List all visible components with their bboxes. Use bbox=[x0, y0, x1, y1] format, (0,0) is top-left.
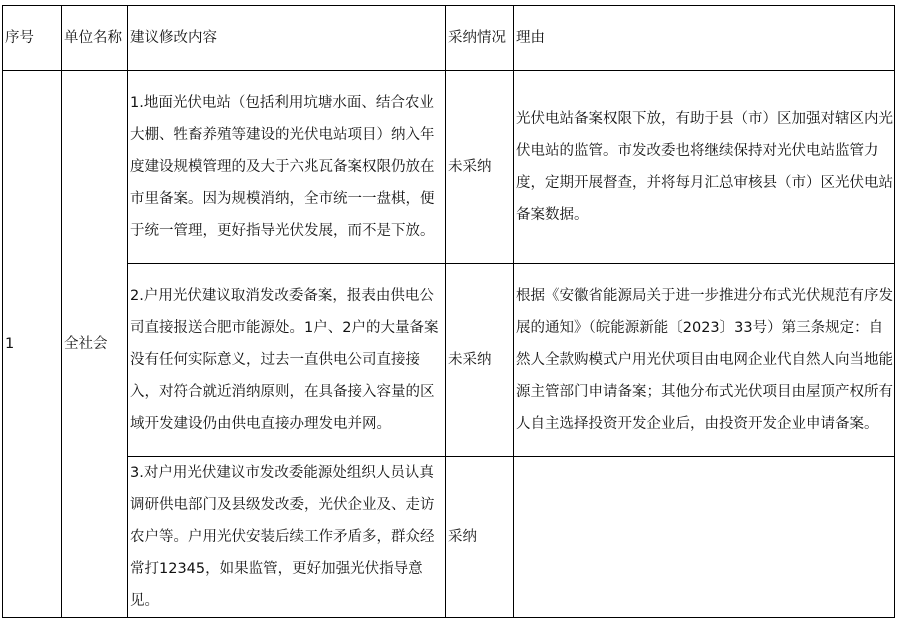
adoption-cell: 采纳 bbox=[446, 457, 514, 618]
header-adoption: 采纳情况 bbox=[446, 6, 514, 71]
table-row bbox=[3, 71, 895, 264]
suggestion-cell: 1.地面光伏电站（包括利用坑塘水面、结合农业大棚、牲畜养殖等建设的光伏电站项目）纳入年度建设规模管理的及大于六兆瓦备案权限仍放在市里备案。因为规模消纳，全市统一一盘棋，便于统一管理，更好指导光伏发展，而不是下放。 bbox=[128, 71, 446, 264]
unit-cell: 全社会 bbox=[62, 71, 128, 618]
adoption-cell: 未采纳 bbox=[446, 71, 514, 264]
suggestion-cell: 2.户用光伏建议取消发改委备案，报表由供电公司直接报送合肥市能源处。1户、2户的大量备案没有任何实际意义，过去一直供电公司直接接入，对符合就近消纳原则，在具备接入容量的区域开发建设仍由供电直接办理发电并网。 bbox=[128, 264, 446, 457]
table-row bbox=[3, 457, 895, 618]
reason-cell bbox=[514, 457, 895, 618]
suggestion-cell: 3.对户用光伏建议市发改委能源处组织人员认真调研供电部门及县级发改委，光伏企业及、走访农户等。户用光伏安装后续工作矛盾多，群众经常打12345，如果监管，更好加强光伏指导意见。 bbox=[128, 457, 446, 618]
header-reason: 理由 bbox=[514, 6, 895, 71]
reason-cell: 光伏电站备案权限下放，有助于县（市）区加强对辖区内光伏电站的监管。市发改委也将继续保持对光伏电站监管力度，定期开展督查，并将每月汇总审核县（市）区光伏电站备案数据。 bbox=[514, 71, 895, 264]
header-seq: 序号 bbox=[3, 6, 62, 71]
adoption-cell: 未采纳 bbox=[446, 264, 514, 457]
feedback-table bbox=[2, 5, 895, 618]
seq-cell: 1 bbox=[3, 71, 62, 618]
table-row bbox=[3, 264, 895, 457]
reason-cell: 根据《安徽省能源局关于进一步推进分布式光伏规范有序发展的通知》（皖能源新能〔2023〕33号）第三条规定：自然人全款购模式户用光伏项目由电网企业代自然人向当地能源主管部门申请备案；其他分布式光伏项目由屋顶产权所有人自主选择投资开发企业后，由投资开发企业申请备案。 bbox=[514, 264, 895, 457]
header-unit: 单位名称 bbox=[62, 6, 128, 71]
header-row bbox=[3, 6, 895, 71]
header-suggestion: 建议修改内容 bbox=[128, 6, 446, 71]
